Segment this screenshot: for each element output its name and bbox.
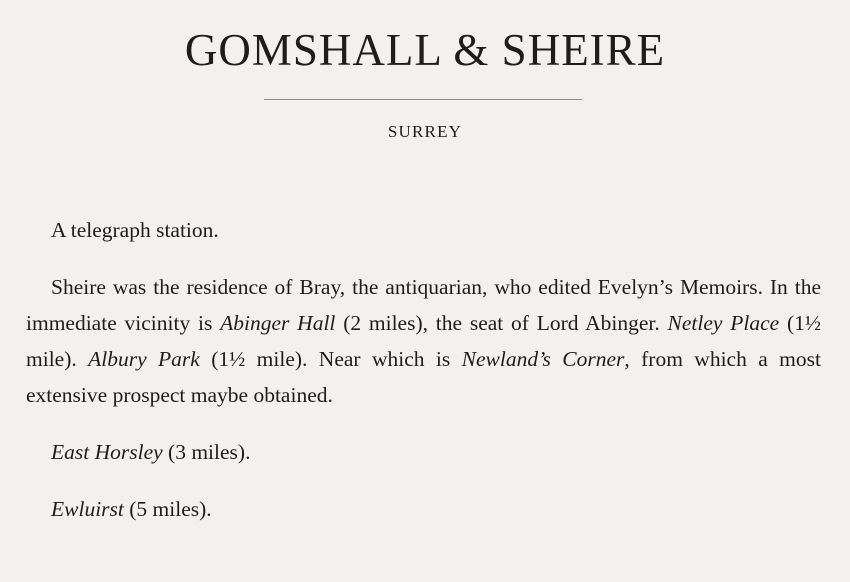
place-name-newlands-corner: Newland’s Corner (461, 347, 625, 371)
place-name-ewluirst: Ewluirst (51, 497, 124, 521)
text-fragment: (1½ mile). (26, 311, 821, 371)
paragraph-telegraph: A telegraph station. (51, 218, 219, 242)
distance-text: (3 miles). (162, 440, 251, 464)
place-name-netley-place: Netley Place (667, 311, 780, 335)
title-divider (264, 99, 582, 100)
county-subtitle: SURREY (387, 122, 463, 141)
place-name-abinger-hall: Abinger Hall (220, 311, 336, 335)
distance-text: (5 miles). (123, 497, 212, 521)
place-name-albury-park: Albury Park (88, 347, 200, 371)
place-name-east-horsley: East Horsley (51, 440, 163, 464)
paragraph-sheire (26, 269, 821, 413)
text-fragment: , from which a most extensive prospect maybe obtained. (26, 347, 821, 407)
text-fragment: Sheire was the residence of Bray, the antiquarian, who edited Evelyn’s Memoirs. In the immediate vicinity is (26, 275, 821, 335)
text-fragment: (2 miles), the seat of Lord Abinger. (335, 311, 668, 335)
paragraph-east-horsley (26, 434, 821, 470)
article-body (26, 212, 821, 527)
paragraph-ewluirst (26, 491, 821, 527)
text-fragment: (1½ mile). Near which is (199, 347, 462, 371)
page-title: GOMSHALL & SHEIRE (184, 25, 666, 75)
